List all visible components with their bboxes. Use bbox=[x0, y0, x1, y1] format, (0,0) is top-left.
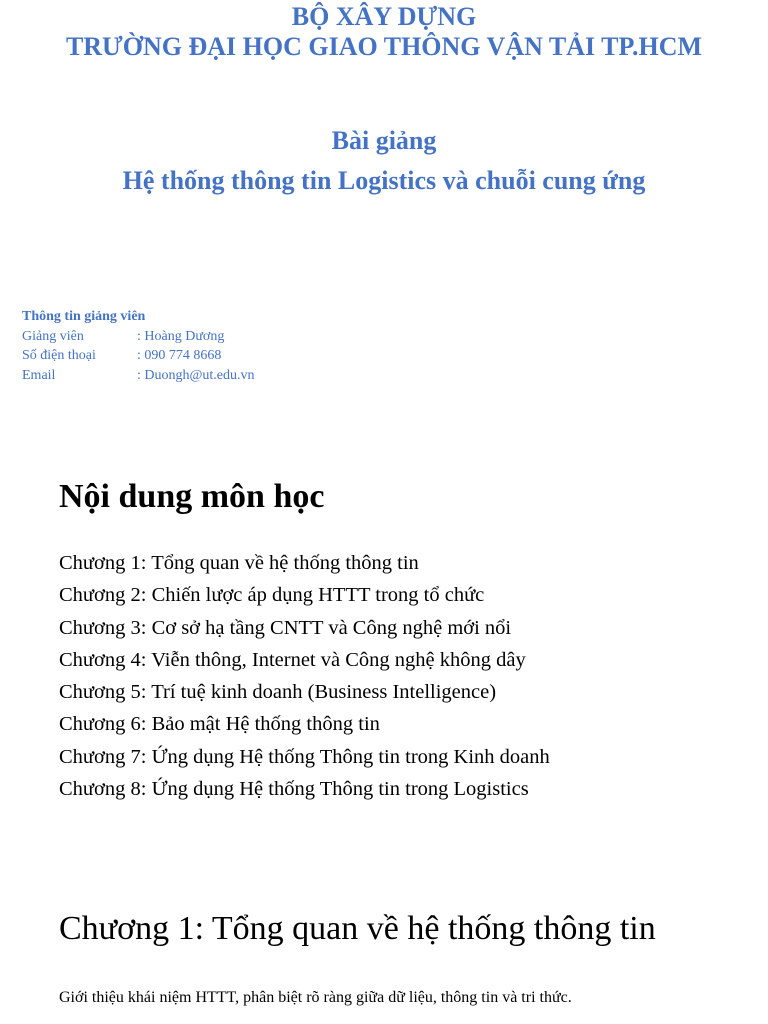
chapter-item-5: Chương 5: Trí tuệ kinh doanh (Business Intelligence) bbox=[59, 681, 497, 704]
instructor-name-label: Giảng viên bbox=[22, 328, 84, 344]
instructor-email-row bbox=[22, 366, 255, 386]
instructor-phone-label: Số điện thoại bbox=[22, 348, 96, 363]
instructor-email-value: : Duongh@ut.edu.vn bbox=[137, 367, 255, 383]
instructor-phone-value: : 090 774 8668 bbox=[137, 348, 222, 363]
instructor-name-value: : Hoàng Dương bbox=[137, 328, 225, 344]
chapter-1-heading: Chương 1: Tổng quan về hệ thống thông tin bbox=[59, 910, 656, 947]
instructor-name-row bbox=[22, 327, 255, 347]
chapter-item-4: Chương 4: Viễn thông, Internet và Công nghệ không dây bbox=[59, 648, 526, 671]
chapter-item-7: Chương 7: Ứng dụng Hệ thống Thông tin trong Kinh doanh bbox=[59, 745, 550, 768]
instructor-info bbox=[22, 307, 255, 385]
lecture-label: Bài giảng bbox=[331, 126, 437, 155]
chapter-item-3: Chương 3: Cơ sở hạ tầng CNTT và Công nghệ mới nổi bbox=[59, 616, 512, 639]
university-name: TRƯỜNG ĐẠI HỌC GIAO THÔNG VẬN TẢI TP.HCM bbox=[65, 32, 703, 61]
chapter-list bbox=[59, 547, 550, 805]
chapter-1-intro-paragraph: Giới thiệu khái niệm HTTT, phân biệt rõ ràng giữa dữ liệu, thông tin và tri thức. bbox=[59, 989, 572, 1006]
ministry-name: BỘ XÂY DỰNG bbox=[291, 2, 477, 31]
instructor-email-label: Email bbox=[22, 367, 56, 383]
chapter-item-6: Chương 6: Bảo mật Hệ thống thông tin bbox=[59, 713, 380, 736]
chapter-item-2: Chương 2: Chiến lược áp dụng HTTT trong tổ chức bbox=[59, 584, 485, 607]
instructor-phone-row bbox=[22, 346, 255, 366]
chapter-item-1: Chương 1: Tổng quan về hệ thống thông tin bbox=[59, 552, 419, 574]
chapter-item-8: Chương 8: Ứng dụng Hệ thống Thông tin trong Logistics bbox=[59, 778, 529, 801]
course-title: Hệ thống thông tin Logistics và chuỗi cung ứng bbox=[122, 166, 646, 195]
course-contents-heading: Nội dung môn học bbox=[59, 478, 325, 515]
instructor-info-heading: Thông tin giảng viên bbox=[22, 309, 146, 324]
